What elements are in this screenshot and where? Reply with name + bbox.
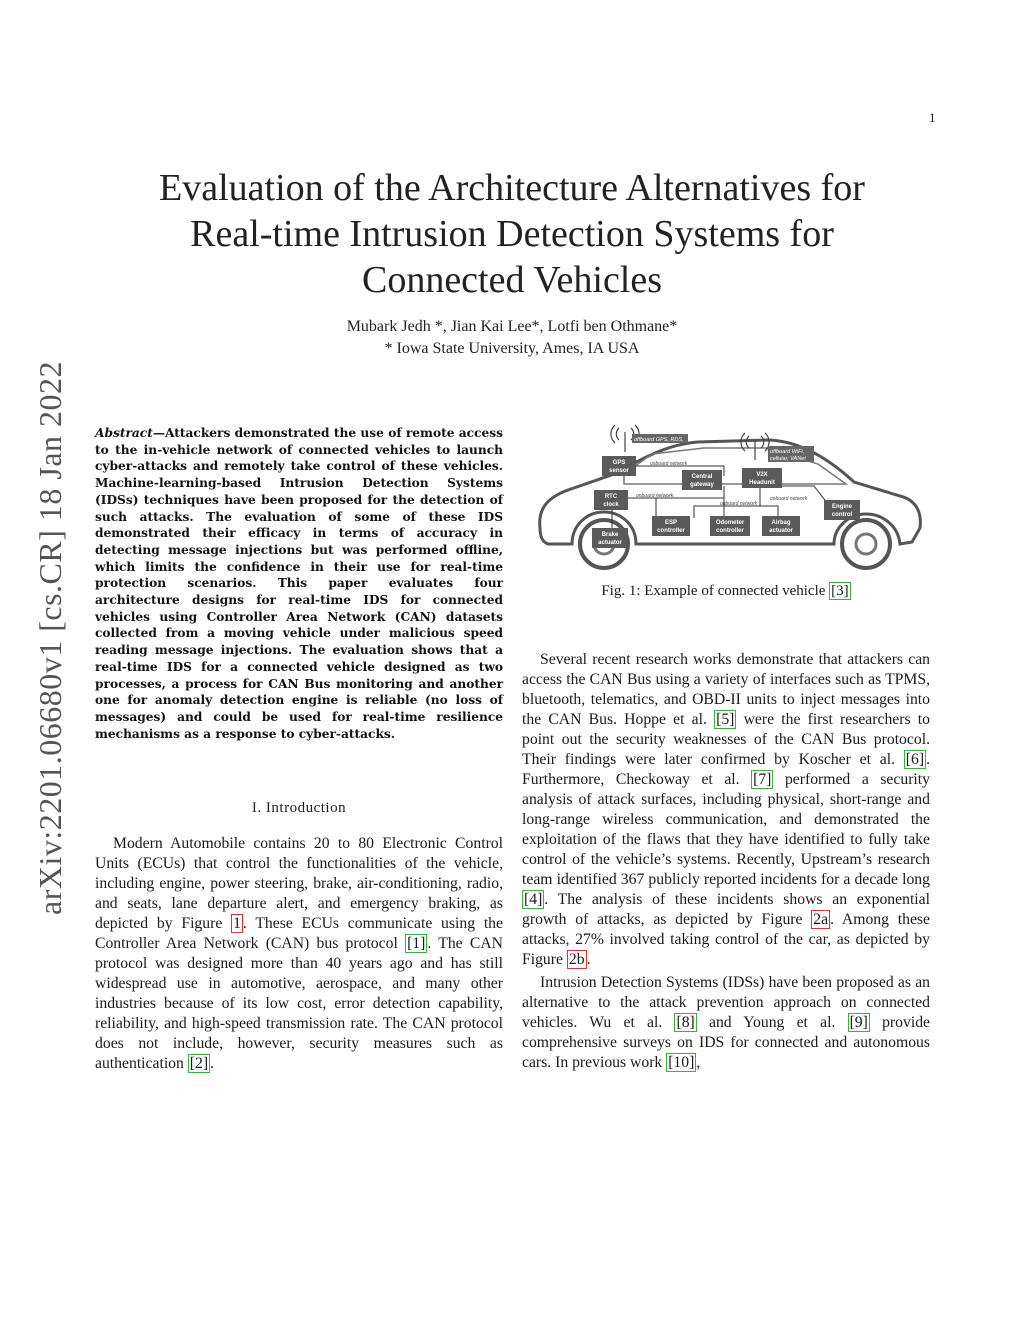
ecu-label: control [831,512,853,518]
text-run: , [696,1054,701,1071]
citation-link[interactable]: [4] [524,891,543,908]
abstract [95,425,503,742]
arxiv-identifier[interactable]: arXiv:2201.06680v1 [cs.CR] 18 Jan 2022 [32,360,68,915]
text-run: performed a security analysis of attack surfaces, including physical, short-range and long-range wireless communication, and demonstrated the exploitation of the flaws that they have identified to fully take control of the vehicle’s systems. Recently, Upstream’s research team identified 367 publicly reported incidents for a decade long [522,771,930,888]
author-block [200,316,824,360]
ecu-box-rtc [594,490,628,510]
front-wheel [842,520,890,568]
ecu-label: RTC [604,494,618,500]
ecu-label: Central [691,474,713,480]
body-paragraph [522,973,930,1073]
ecu-label: ESP [664,520,678,526]
text-run: . These ECUs communicate using the Controller Area Network (CAN) bus protocol [95,915,503,952]
citation-link[interactable]: [6] [905,751,925,768]
body-paragraph [522,650,930,970]
onboard-network-label: onboard network [720,501,758,507]
intro-paragraph [95,834,503,1074]
ecu-box-odometer [710,516,750,536]
ecu-label: Engine [831,504,853,510]
abstract-label: Abstract [95,426,153,440]
figure-reference-link[interactable]: 2b [568,951,585,968]
ecu-label: Headunit [749,480,775,486]
ecu-box-esp [652,516,690,536]
ecu-box-engine [824,500,860,520]
ecu-box-central-gateway [682,470,722,490]
paper-title [100,165,924,303]
text-run: provide comprehensive surveys on IDS for connected and autonomous cars. In previous work [522,1014,931,1071]
figure-reference-link[interactable]: 2a [813,911,829,928]
ecu-label: controller [716,528,744,534]
page-number: 1 [929,112,936,125]
ecu-box-v2x [742,468,782,488]
text-run: and Young et al. [696,1014,848,1031]
antenna-icon [741,433,769,460]
ecu-box-airbag [762,516,800,536]
text-run: were the first researchers to point out the security weaknesses of the CAN Bus protocol. Their findings were later confirmed by Koscher et al. [522,711,930,768]
text-run: . The CAN protocol was designed more than 40 years ago and has still widespread use in automotive, aerospace, and many other industries because of its low cost, error detection capability, reliability, and high-speed transmission rate. The CAN protocol does not include, however, security measures such as authentication [95,935,503,1072]
citation-link[interactable]: [7] [753,771,772,788]
text-run: . [210,1055,215,1072]
ecu-label: actuator [769,528,793,534]
affiliation: * Iowa State University, Ames, IA USA [384,340,640,357]
ecu-label: Airbag [771,520,791,526]
title-line: Connected Vehicles [361,259,663,301]
text-run: Intrusion Detection Systems (IDSs) have been proposed as an alternative to the attack prevention approach on connected vehicles. Wu et al. [522,974,930,1031]
offboard-wifi-label: cellular, VANet [770,456,806,462]
text-run: . [586,951,591,968]
citation-link[interactable]: [9] [849,1014,868,1031]
figure-reference-link[interactable]: 1 [233,915,241,932]
citation-link[interactable]: [8] [676,1014,695,1031]
text-run: . The analysis of these incidents shows an exponential growth of attacks, as depicted by Figure [522,891,930,928]
offboard-gps-label: offboard GPS, RDS, [634,437,684,443]
offboard-wifi-label: offboard WiFi, [770,449,805,455]
ecu-label: clock [603,502,619,508]
text-run: . Among these attacks, 27% involved taking control of the car, as depicted by Figure [522,911,930,968]
text-run: . Furthermore, Checkoway et al. [522,751,930,788]
right-column [522,650,930,1073]
citation-link[interactable]: [3] [831,583,849,599]
ecu-label: Odometer [715,520,745,526]
ecu-label: actuator [598,540,622,546]
ecu-label: sensor [609,468,629,474]
onboard-network-label: onboard network [770,496,808,502]
citation-link[interactable]: [5] [716,711,735,728]
abstract-text: —Attackers demonstrated the use of remote access to the in-vehicle network of connected vehicles to launch cyber-attacks and remotely take control of these vehicles. Machine-learning-based Intrusion Detection Systems (IDSs) techniques have been proposed for the detection of such attacks. The evaluation of some of these IDS demonstrated their efficacy in terms of accuracy in detecting message injections but was performed offline, which limits the confidence in their use for real-time protection scenarios. This paper evaluates four architecture designs for real-time IDS for connected vehicles using Controller Area Network (CAN) datasets collected from a moving vehicle under malicious speed reading message injections. The evaluation shows that a real-time IDS for a connected vehicle designed as two processes, a process for CAN Bus monitoring and another one for anomaly detection engine is reliable (no loss of messages) and could be used for real-time resilience mechanisms as a response to cyber-attacks. [95,426,503,741]
author-list: Mubark Jedh *, Jian Kai Lee*, Lotfi ben Othmane* [346,318,678,335]
ecu-label: Brake [601,532,619,538]
citation-link[interactable]: [2] [189,1055,209,1072]
citation-link[interactable]: [10] [668,1054,695,1071]
caption-text: Fig. 1: Example of connected vehicle [601,583,830,599]
ecu-label: controller [657,528,685,534]
title-line: Real-time Intrusion Detection Systems for [190,213,834,255]
ecu-label: GPS [612,460,626,466]
onboard-network-label: onboard network [636,493,674,499]
citation-link[interactable]: [1] [407,935,426,952]
figure-caption [522,583,930,600]
text-run: Several recent research works demonstrate that attackers can access the CAN Bus using a variety of interfaces such as TPMS, bluetooth, telematics, and OBD-II units to inject messages into the CAN Bus. Hoppe et al. [522,651,930,728]
connected-vehicle-figure [528,420,928,580]
ecu-box-brake [592,528,628,548]
ecu-label: gateway [690,482,714,488]
section-heading-introduction: I. Introduction [251,800,347,816]
onboard-network-label: onboard network [650,461,688,467]
ecu-box-gps [602,456,636,476]
title-line: Evaluation of the Architecture Alternatives for [159,167,865,209]
text-run: Modern Automobile contains 20 to 80 Electronic Control Units (ECUs) that control the functionalities of the vehicle, including engine, power steering, brake, air-conditioning, radio, and seats, lane departure alert, and emergency braking, as depicted by Figure [95,835,503,932]
ecu-label: V2X [756,472,768,478]
intro-column [95,834,503,1074]
